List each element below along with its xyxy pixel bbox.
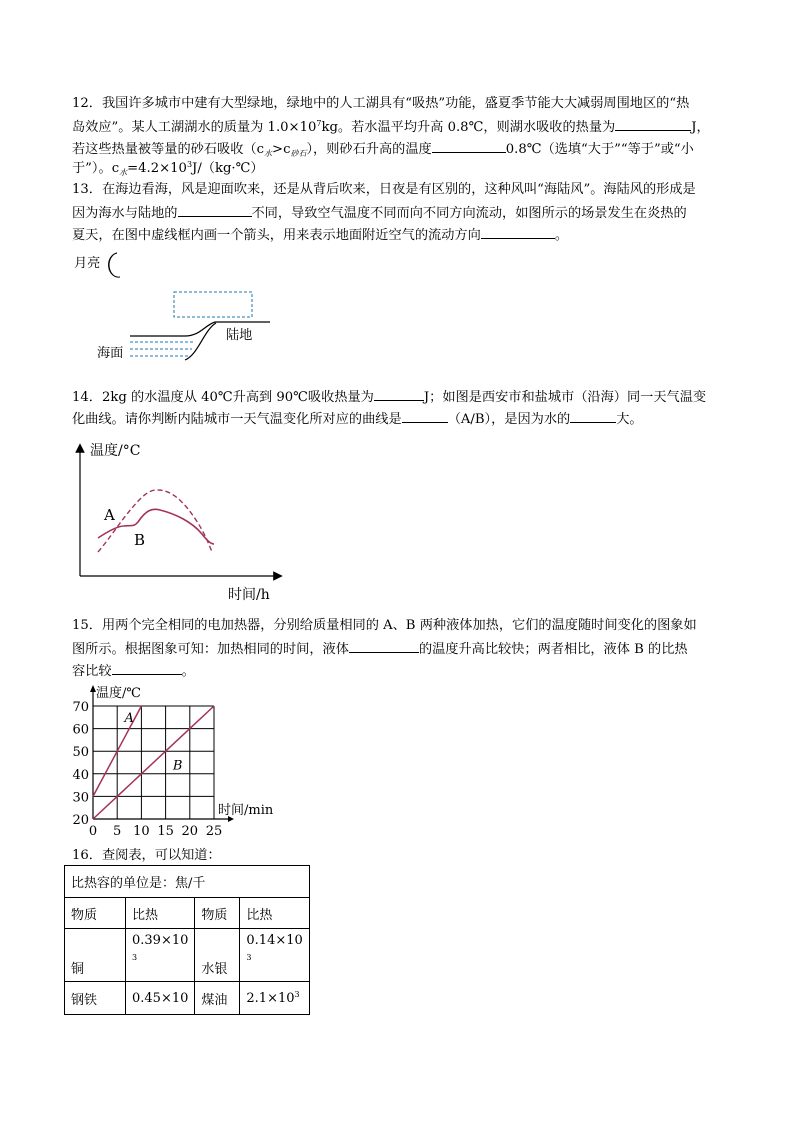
x-tick-label: 0 <box>88 824 98 839</box>
specific-heat-table <box>64 865 310 1015</box>
curve-b-label: B <box>134 531 146 549</box>
series-label-a: A <box>124 710 134 726</box>
y-tick-label: 30 <box>72 790 89 806</box>
table-cell: 铜 <box>65 929 126 982</box>
temp-x-label: 时间/h <box>228 587 270 603</box>
table-row <box>65 929 310 982</box>
q14-line-1 <box>72 386 706 408</box>
table-cell <box>240 982 309 1015</box>
q13-line-3-text-b: 。 <box>554 228 568 243</box>
y-tick-label: 50 <box>72 745 89 761</box>
q14-line-2-text-c: 大。 <box>616 412 643 427</box>
table-cell: 煤油 <box>195 982 240 1015</box>
q14-line-1-text-b: J；如图是西安市和盐城市（沿海）同一天气温变 <box>423 390 707 405</box>
q14-blank-curve[interactable] <box>402 408 448 423</box>
x-tick-label: 15 <box>157 824 174 839</box>
table-row <box>65 898 310 929</box>
q12-line-2-text-a: 岛效应”。某人工湖湖水的质量为 1.0×10 <box>72 120 317 135</box>
y-tick-label: 70 <box>72 700 89 715</box>
table-cell: 比热 <box>240 898 309 929</box>
q14-line-2 <box>72 408 643 430</box>
value-mercury-exp: 3 <box>246 953 252 962</box>
q14-blank-heat[interactable] <box>374 386 424 401</box>
x-tick-label: 10 <box>133 824 150 839</box>
sea-land-diagram <box>0 0 794 400</box>
q12-gt: >c <box>272 142 291 157</box>
table-cell: 比热 <box>126 898 195 929</box>
q14-line-2-text-a: 化曲线。请你判断内陆城市一天气温变化所对应的曲线是 <box>72 412 402 427</box>
q16-title: 16．查阅表，可以知道： <box>72 848 221 863</box>
q15-line-1: 15．用两个完全相同的电加热器，分别给质量相同的 A、B 两种液体加热，它们的温度随时间变化的图象如 <box>72 618 697 633</box>
q15-line-3-text-a: 容比较 <box>72 664 112 679</box>
q12-line-3-text-b: ），则砂石升高的温度 <box>306 142 432 157</box>
value-kerosene: 2.1×10 <box>246 990 295 1006</box>
x-tick-label: 20 <box>181 824 199 839</box>
value-mercury: 0.14×10 <box>246 933 303 948</box>
q12-line-2-text-c: J， <box>691 120 710 135</box>
temp-y-label: 温度/°C <box>90 443 141 459</box>
q12-line-4-text-a: 于”）。c <box>72 161 120 176</box>
q13-line-2-text-b: 不同，导致空气温度不同而向不同方向流动，如图所示的场景发生在炎热的 <box>251 206 687 221</box>
q14-line-1-text-a: 14．2kg 的水温度从 40℃升高到 90℃吸收热量为 <box>72 390 374 405</box>
table-row <box>65 982 310 1015</box>
moon-icon <box>109 253 120 277</box>
q12-sub-water: 水 <box>264 149 273 158</box>
q15-line-3 <box>72 660 195 682</box>
curve-b <box>98 490 212 552</box>
land-slope <box>185 323 216 360</box>
q15-blank-compare[interactable] <box>112 660 182 675</box>
y-tick-label: 20 <box>72 813 89 828</box>
table-cell <box>240 929 309 982</box>
q12-sub-water-2: 水 <box>119 168 128 177</box>
q12-line-3-text-a: 若这些热量被等量的砂石吸收（c <box>72 142 265 157</box>
curve-a-label: A <box>104 506 115 524</box>
y-tick-label: 60 <box>72 722 89 738</box>
q13-line-2-text-a: 因为海水与陆地的 <box>72 206 178 221</box>
moon-label: 月亮 <box>74 256 101 271</box>
q13-line-3-text-a: 夏天，在图中虚线框内画一个箭头，用来表示地面附近空气的流动方向 <box>72 228 481 243</box>
x-axis-label: 时间/min <box>218 803 274 818</box>
q12-exponent-3: 3 <box>186 160 193 169</box>
x-tick-label: 5 <box>113 824 122 839</box>
q13-line-1: 13．在海边看海，风是迎面吹来，还是从背后吹来，日夜是有区别的，这种风叫“海陆风”。海陆风的形成是 <box>72 182 696 197</box>
value-copper: 0.39×10 <box>132 933 189 948</box>
liquid-heating-chart <box>0 680 794 850</box>
q15-line-2-text-b: 的温度升高比较快；两者相比，液体 B 的比热 <box>418 642 688 657</box>
y-axis-label: 温度/℃ <box>96 686 141 701</box>
curve-a <box>98 509 214 544</box>
value-copper-exp: 3 <box>132 953 138 962</box>
q12-line-1: 12．我国许多城市中建有大型绿地，绿地中的人工湖具有“吸热”功能，盛夏季节能大大减弱周围地区的“热 <box>72 96 690 111</box>
q12-exponent: 7 <box>316 119 322 128</box>
q12-sub-sand: 砂石 <box>290 149 307 158</box>
land-label: 陆地 <box>226 328 253 343</box>
table-cell <box>126 929 195 982</box>
q15-line-2-text-a: 图所示。根据图象可知：加热相同的时间，液体 <box>72 642 349 657</box>
q12-line-2-text-b: kg。若水温平均升高 0.8℃，则湖水吸收的热量为 <box>321 120 616 135</box>
sea-label: 海面 <box>97 346 124 361</box>
q12-line-3-text-c: 0.8℃（选填“大于”“等于”或“小 <box>505 142 694 157</box>
value-kerosene-exp: 3 <box>294 989 300 999</box>
q15-line-2 <box>72 638 688 660</box>
q14-blank-property[interactable] <box>570 408 616 423</box>
table-cell: 水银 <box>195 929 240 982</box>
series-label-b: B <box>172 758 183 774</box>
q12-line-4-text-b: =4.2×10 <box>127 161 187 176</box>
table-cell: 物质 <box>65 898 126 929</box>
table-cell: 钢铁 <box>65 982 126 1015</box>
arrow-dashed-box <box>174 292 252 317</box>
table-cell: 物质 <box>195 898 240 929</box>
q15-blank-liquid[interactable] <box>349 638 419 653</box>
q15-line-3-text-b: 。 <box>181 664 195 679</box>
q12-line-4-text-c: J/（kg·℃） <box>192 161 264 176</box>
y-tick-label: 40 <box>72 767 89 783</box>
table-cell: 0.45×10 <box>126 982 195 1015</box>
q14-line-2-text-b: （A/B），是因为水的 <box>447 412 571 427</box>
table-header-cell: 比热容的单位是：焦/千 <box>65 866 310 898</box>
x-tick-label: 25 <box>205 824 223 839</box>
